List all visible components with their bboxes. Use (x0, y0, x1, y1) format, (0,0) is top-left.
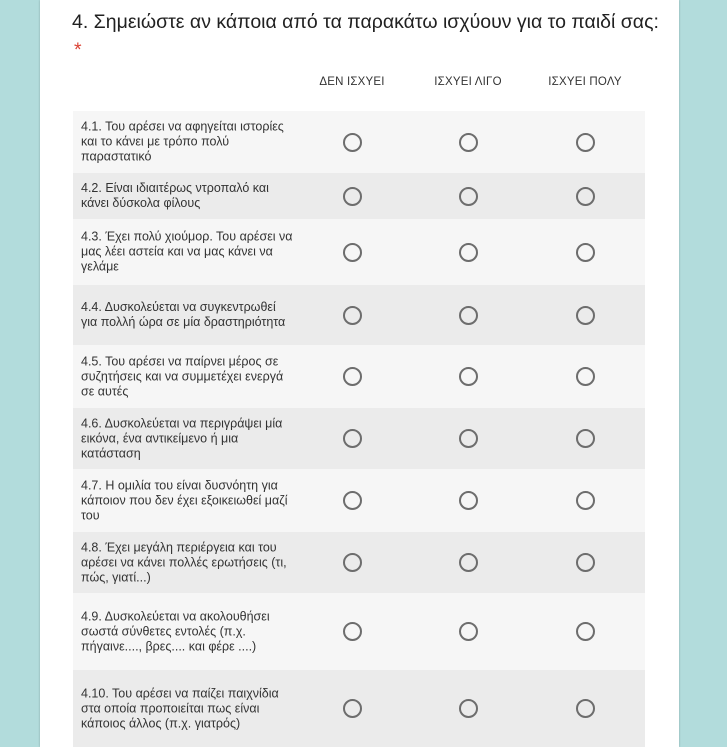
radio-not-applies[interactable] (343, 187, 362, 206)
radio-applies-much[interactable] (576, 187, 595, 206)
grid-row (73, 173, 645, 219)
radio-not-applies[interactable] (343, 553, 362, 572)
radio-applies-little[interactable] (459, 553, 478, 572)
grid-row (73, 219, 645, 285)
row-label: 4.9. Δυσκολεύεται να ακολουθήσει σωστά σύνθετες εντολές (π.χ. πήγαινε...., βρες.... και φέρε ....) (81, 609, 270, 653)
radio-applies-much[interactable] (576, 367, 595, 386)
radio-applies-little[interactable] (459, 367, 478, 386)
radio-applies-much[interactable] (576, 133, 595, 152)
row-label: 4.5. Του αρέσει να παίρνει μέρος σε συζητήσεις και να συμμετέχει ενεργά σε αυτές (81, 354, 284, 398)
radio-not-applies[interactable] (343, 306, 362, 325)
grid-row (73, 408, 645, 469)
row-label: 4.10. Του αρέσει να παίζει παιχνίδια στα οποία προποιείται πως είναι κάποιος άλλος (π.χ. γιατρός) (81, 686, 279, 730)
radio-applies-little[interactable] (459, 306, 478, 325)
radio-not-applies[interactable] (343, 243, 362, 262)
grid-header (73, 76, 645, 98)
radio-applies-much[interactable] (576, 243, 595, 262)
grid-row (73, 285, 645, 345)
radio-not-applies[interactable] (343, 133, 362, 152)
row-label: 4.7. Η ομιλία του είναι δυσνόητη για κάποιον που δεν έχει εξοικειωθεί μαζί του (81, 478, 288, 522)
row-label: 4.3. Έχει πολύ χιούμορ. Του αρέσει να μας λέει αστεία και να μας κάνει να γελάμε (81, 229, 293, 274)
radio-applies-much[interactable] (576, 306, 595, 325)
row-label: 4.6. Δυσκολεύεται να περιγράψει μία εικόνα, ένα αντικείμενο ή μια κατάσταση (81, 416, 283, 460)
radio-applies-much[interactable] (576, 491, 595, 510)
radio-applies-little[interactable] (459, 622, 478, 641)
radio-applies-little[interactable] (459, 187, 478, 206)
radio-applies-little[interactable] (459, 133, 478, 152)
grid-row (73, 111, 645, 173)
grid-row (73, 670, 645, 747)
radio-applies-much[interactable] (576, 429, 595, 448)
radio-applies-much[interactable] (576, 699, 595, 718)
row-label: 4.1. Του αρέσει να αφηγείται ιστορίες και το κάνει με τρόπο πολύ παραστατικό (81, 119, 284, 164)
radio-applies-little[interactable] (459, 491, 478, 510)
radio-not-applies[interactable] (343, 367, 362, 386)
grid-row (73, 593, 645, 670)
column-header-applies-much: ΙΣΧΥΕΙ ΠΟΛΥ (548, 76, 622, 88)
radio-applies-much[interactable] (576, 553, 595, 572)
radio-applies-much[interactable] (576, 622, 595, 641)
column-header-not-applies: ΔΕΝ ΙΣΧΥΕΙ (319, 76, 385, 88)
row-label: 4.4. Δυσκολεύεται να συγκεντρωθεί για πολλή ώρα σε μία δραστηριότητα (81, 300, 286, 329)
grid-row (73, 532, 645, 593)
radio-not-applies[interactable] (343, 429, 362, 448)
required-asterisk: * (74, 39, 82, 61)
radio-applies-little[interactable] (459, 429, 478, 448)
question-text: 4. Σημειώστε αν κάποια από τα παρακάτω ισχύουν για το παιδί σας: (72, 11, 659, 33)
grid-row (73, 345, 645, 408)
grid-row (73, 469, 645, 532)
radio-not-applies[interactable] (343, 491, 362, 510)
form-card (40, 0, 679, 747)
row-label: 4.8. Έχει μεγάλη περιέργεια και του αρέσει να κάνει πολλές ερωτήσεις (τι, πώς, γιατί...) (81, 540, 287, 584)
radio-not-applies[interactable] (343, 699, 362, 718)
row-label: 4.2. Είναι ιδιαιτέρως ντροπαλό και κάνει δύσκολα φίλους (81, 181, 269, 210)
radio-applies-little[interactable] (459, 699, 478, 718)
radio-applies-little[interactable] (459, 243, 478, 262)
question-title (72, 8, 662, 64)
column-header-applies-little: ΙΣΧΥΕΙ ΛΙΓΟ (434, 76, 502, 88)
radio-not-applies[interactable] (343, 622, 362, 641)
